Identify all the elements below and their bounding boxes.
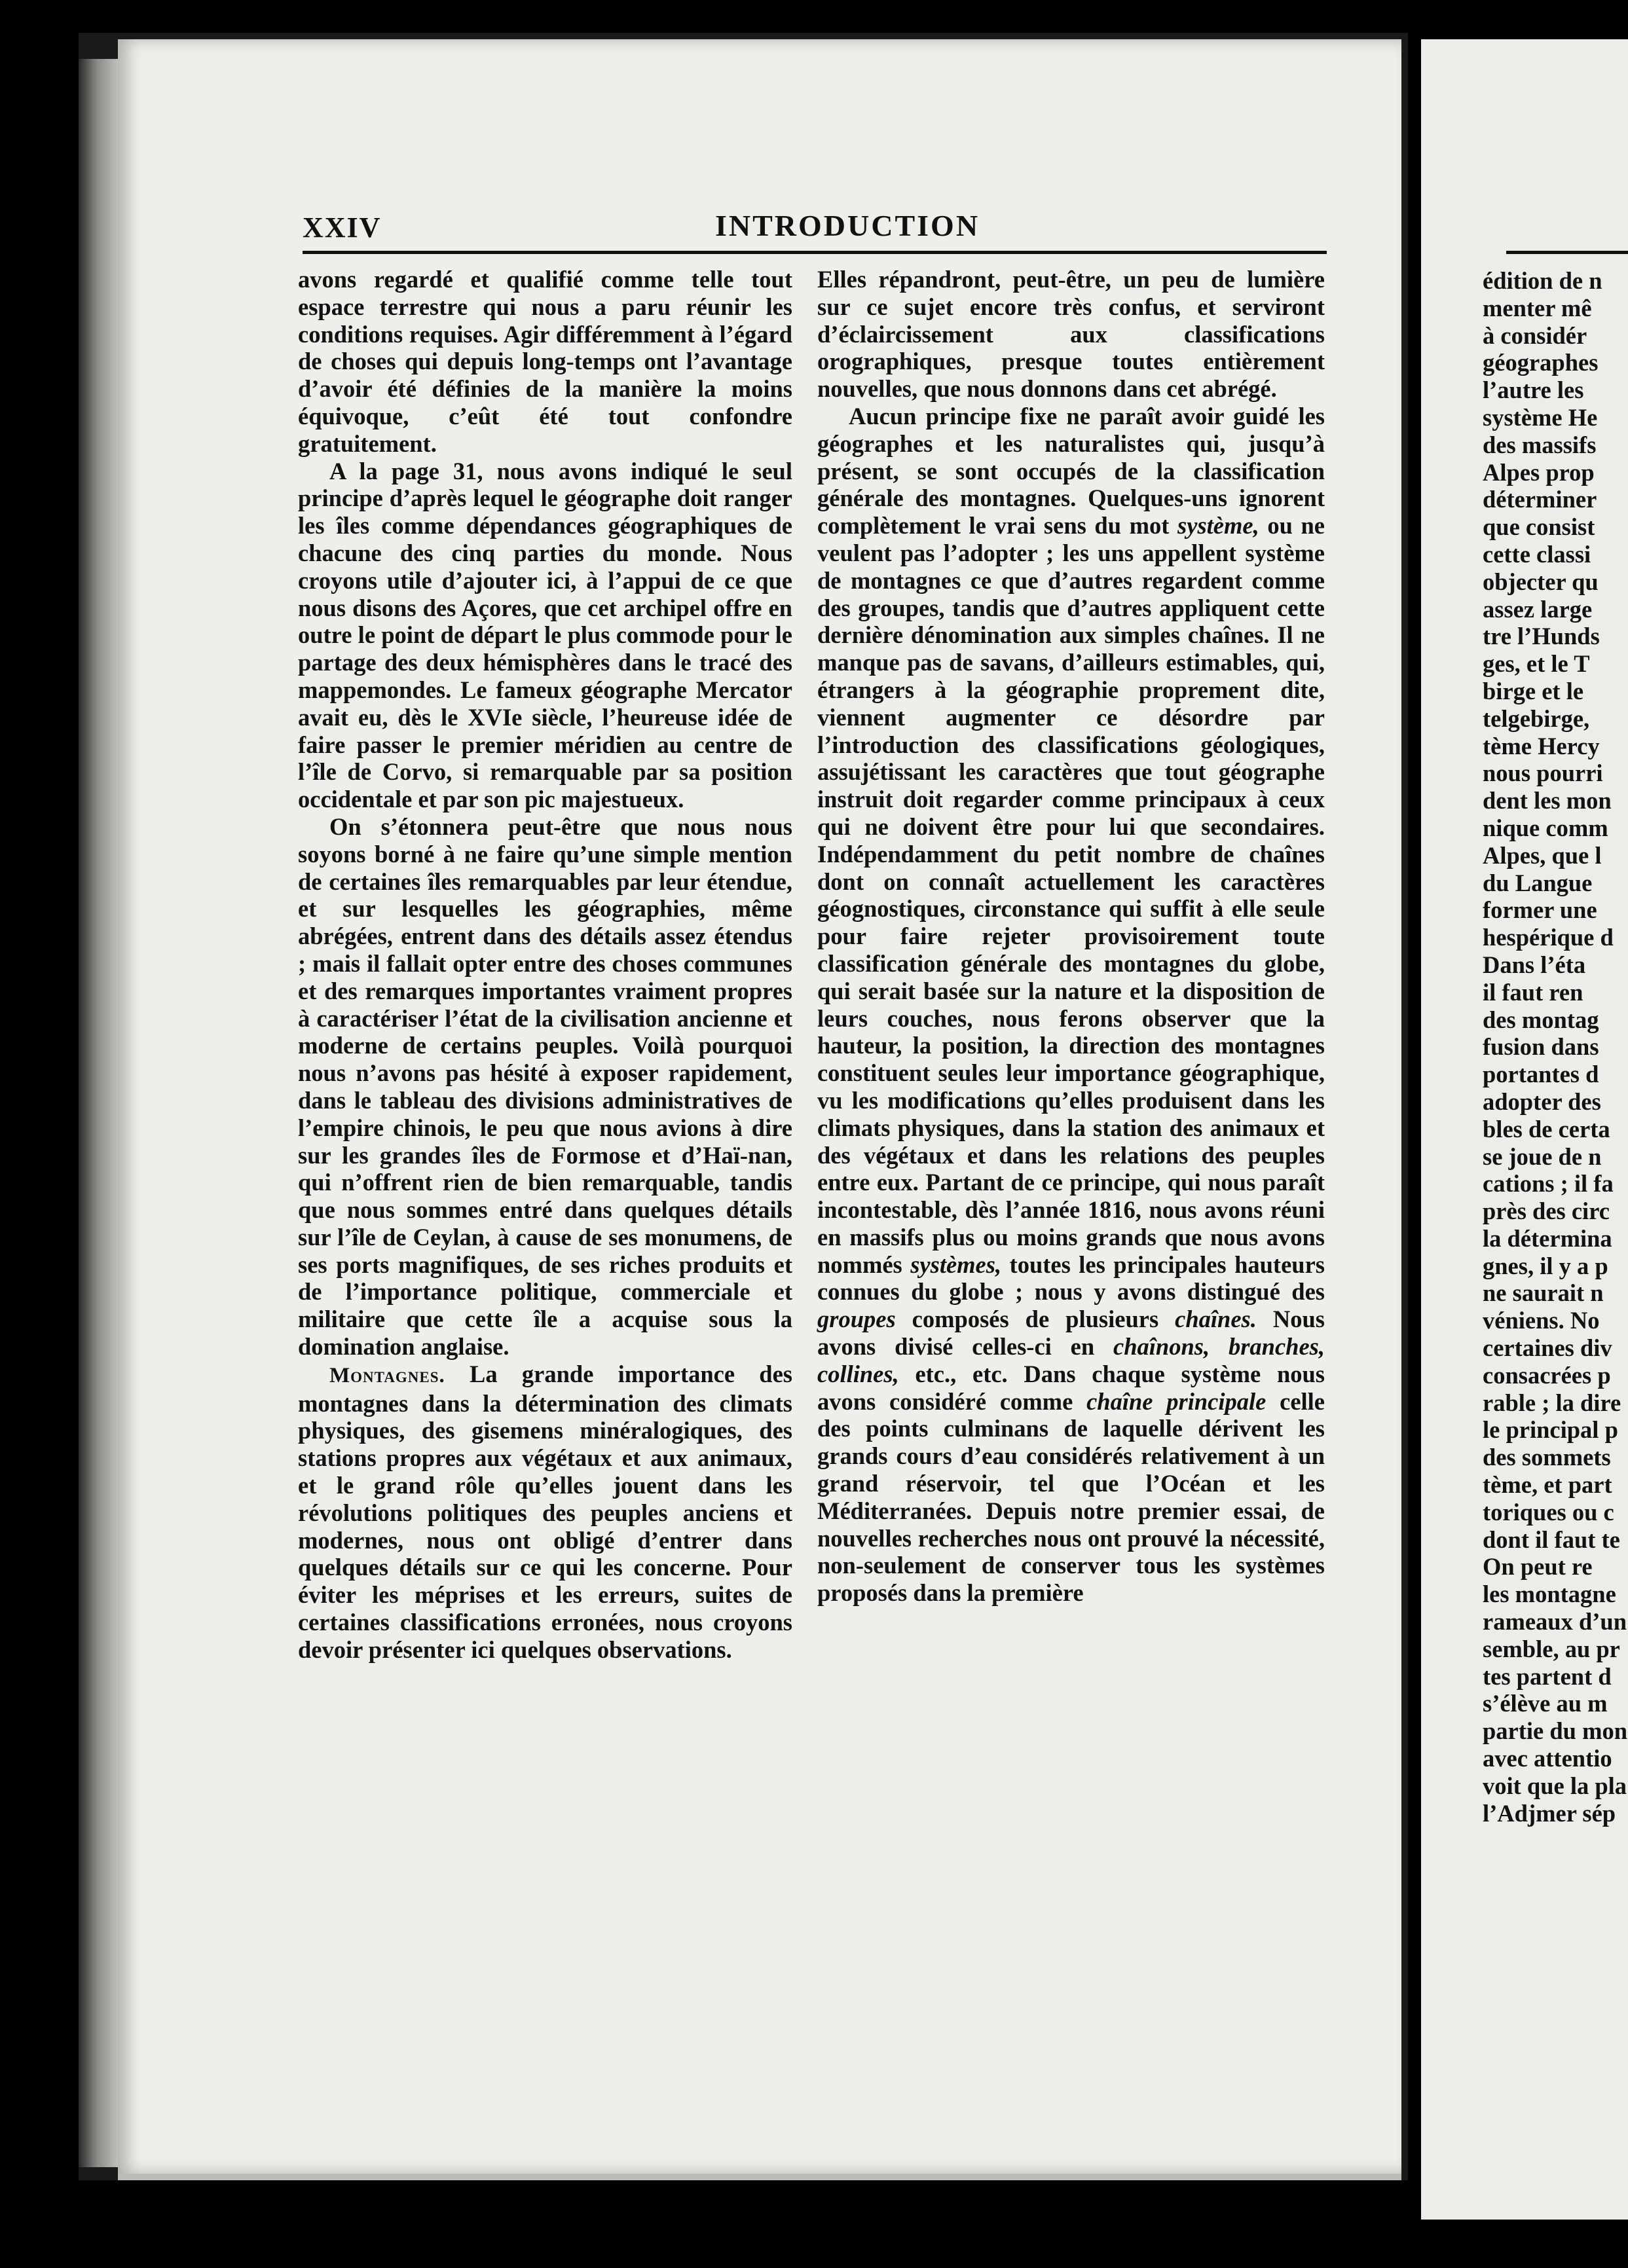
italic-term: chaîne principale (1086, 1387, 1267, 1415)
facing-line: des montag (1483, 1006, 1599, 1033)
facing-line: rable ; la dire (1483, 1389, 1621, 1416)
text-run: etc., etc. Dans chaque système nous avons considéré comme (817, 1360, 1325, 1415)
facing-line: objecter qu (1483, 568, 1599, 595)
facing-line: du Langue (1483, 869, 1593, 896)
facing-line: l’Adjmer sép (1483, 1799, 1616, 1827)
facing-line: nique comm (1483, 814, 1608, 841)
facing-line: bles de certa (1483, 1115, 1610, 1143)
facing-line: tème Hercy (1483, 732, 1600, 759)
facing-header-rule (1506, 251, 1628, 254)
facing-line: voit que la pla (1483, 1772, 1627, 1799)
facing-line: consacrées p (1483, 1361, 1611, 1389)
facing-page-column (1483, 267, 1628, 1827)
facing-line: assez large (1483, 595, 1593, 623)
facing-line: portantes d (1483, 1061, 1599, 1088)
facing-line: dent les mon (1483, 787, 1612, 814)
facing-line: certaines div (1483, 1334, 1612, 1362)
italic-term: groupes (817, 1306, 896, 1333)
paragraph-islands: A la page 31, nous avons indiqué le seul principe d’après lequel le géographe doit ranger les îles comme dépendances géographiques de chacune des cinq parties du monde. Nous croyons utile d’ajouter ici, à l’appui de ce que nous disons des Açores, que cet archipel offre en outre le point de départ le plus commode pour le partage des deux hémisphères dans le tracé des mappemondes. Le fameux géographe Mercator avait eu, dès le XVIe siècle, l’heureuse idée de faire passer le premier méridien au centre de l’île de Corvo, si remarquable par sa position occidentale et par son pic majestueux. (298, 457, 792, 813)
facing-line: former une (1483, 896, 1597, 924)
facing-line: des massifs (1483, 431, 1597, 458)
italic-term: systèmes, (910, 1251, 1002, 1278)
facing-line: toriques ou c (1483, 1498, 1614, 1526)
facing-line: à considér (1483, 321, 1587, 349)
facing-line: nous pourri (1483, 759, 1603, 787)
italic-term: chaînes. (1175, 1306, 1257, 1333)
left-column (298, 266, 792, 1664)
facing-line: l’autre les (1483, 376, 1584, 404)
text-run: Nous avons divisé celles-ci en (817, 1306, 1325, 1361)
facing-line: telgebirge, (1483, 704, 1590, 732)
facing-line: birge et le (1483, 677, 1584, 704)
paragraph-large-islands: On s’étonnera peut-être que nous nous soyons borné à ne faire qu’une simple mention de certaines îles remarquables par leur étendue, et sur lesquelles les géographies, même abrégées, entrent dans des détails assez étendus ; mais il fallait opter entre des choses communes et des remarques importantes vraiment propres à caractériser l’état de la civilisation ancienne et moderne de certains peuples. Voilà pourquoi nous n’avons pas hésité à exposer rapidement, dans le tableau des divisions administratives de l’empire chinois, le peu que nous avions à dire sur les grandes îles de Formose et d’Haï-nan, qui n’offrent rien de bien remarquable, tandis que nous sommes entré dans quelques détails sur l’île de Ceylan, à cause de ses monumens, de ses ports magnifiques, de ses riches produits et de l’importance politique, commerciale et militaire que cette île a acquise sous la domination anglaise. (298, 813, 792, 1361)
text-run: Aucun principe fixe ne paraît avoir guidé les géographes et les naturalistes qui, jusqu’à présent, se sont occupés de la classification générale des montagnes. Quelques-uns ignorent complètement le vrai sens du mot (817, 402, 1325, 540)
facing-line: cations ; il fa (1483, 1170, 1614, 1198)
paragraph-mountains (298, 1361, 792, 1664)
facing-line: Alpes, que l (1483, 841, 1602, 869)
facing-line: se joue de n (1483, 1143, 1602, 1170)
text-run: celle des points culminans de laquelle dérivent les grands cours d’eau considérés relativement à un grand réservoir, tel que l’Océan et les Méditerranées. Depuis notre premier essai, de nouvelles recherches nous ont prouvé la nécessité, non-seulement de conserver tous les systèmes proposés dans la première (817, 1387, 1325, 1607)
paragraph-principle (817, 403, 1325, 1607)
facing-line: semble, au pr (1483, 1635, 1620, 1662)
facing-line: Alpes prop (1483, 458, 1595, 486)
facing-line: gnes, il y a p (1483, 1252, 1608, 1279)
facing-line: avec attentio (1483, 1745, 1612, 1772)
text-run: ou ne veulent pas l’adopter ; les uns appellent système de montagnes ce que d’autres regardent comme des groupes, tandis que d’autres appliquent cette dernière dénomination aux simples chaînes. Il ne manque pas de savans, d’ailleurs estimables, qui, étrangers à la géographie proprement dite, viennent augmenter ce désordre par l’introduction des classifications géologiques, assujétissant les caractères que tout géographe instruit doit regarder comme principaux à ceux qui ne doivent être pour lui que secondaires. Indépendamment du petit nombre de chaînes dont on connaît actuellement les caractères géognostiques, circonstance qui suffit à elle seule pour faire rejeter provisoirement toute classification générale des montagnes du globe, qui serait basée sur la nature et la disposition de leurs couches, nous ferons observer que la hauteur, la position, la direction des montagnes constituent seules leur importance géographique, vu les modifications qu’elles produisent dans les climats physiques, dans la station des animaux et des végétaux et dans les relations des peuples entre eux. Partant de ce principe, qui nous paraît incontestable, dès l’année 1816, nous avons réuni en massifs plus ou moins grands que nous avons nommés (817, 512, 1325, 1278)
facing-line: près des circ (1483, 1198, 1610, 1225)
facing-line: la détermina (1483, 1224, 1612, 1252)
facing-line: géographes (1483, 349, 1599, 376)
page-number: XXIV (303, 211, 382, 244)
facing-line: hespérique d (1483, 924, 1614, 951)
facing-line: menter mê (1483, 294, 1592, 321)
text-run: composés de plusieurs (895, 1306, 1175, 1333)
facing-line: cette classi (1483, 540, 1591, 568)
facing-line: système He (1483, 403, 1598, 431)
facing-line: dont il faut te (1483, 1526, 1620, 1553)
facing-line: tème, et part (1483, 1471, 1612, 1499)
facing-line: des sommets (1483, 1444, 1611, 1471)
facing-line: On peut re (1483, 1553, 1593, 1581)
paragraph-continued: avons regardé et qualifié comme telle tout espace terrestre qui nous a paru réunir les conditions requises. Agir différemment à l’égard de choses qui depuis long-temps ont l’avantage d’avoir été définies de la manière la moins équivoque, c’eût été tout confondre gratuitement. (298, 266, 792, 457)
running-title: INTRODUCTION (715, 209, 980, 242)
facing-line: véniens. No (1483, 1307, 1600, 1334)
italic-term: chaînons, branches, collines, (817, 1333, 1325, 1387)
facing-line: tre l’Hunds (1483, 623, 1600, 650)
facing-line: partie du mon (1483, 1717, 1628, 1745)
facing-line: s’élève au m (1483, 1690, 1608, 1717)
facing-line: fusion dans (1483, 1033, 1599, 1061)
text-run: toutes les principales hauteurs connues du globe ; nous y avons distingué des (817, 1251, 1325, 1306)
facing-line: édition de n (1483, 267, 1602, 294)
facing-line: rameaux d’un (1483, 1608, 1627, 1636)
header-rule (303, 251, 1327, 254)
facing-line: déterminer (1483, 486, 1597, 513)
facing-line: le principal p (1483, 1416, 1618, 1444)
facing-line: il faut ren (1483, 978, 1583, 1006)
facing-line: tes partent d (1483, 1662, 1612, 1690)
right-column (817, 266, 1325, 1607)
paragraph-mountains-text: La grande importance des montagnes dans la détermination des climats physiques, des gisemens minéralogiques, des stations propres aux végétaux et aux animaux, et le grand rôle qu’elles jouent dans les révolutions politiques des peuples anciens et modernes, nous ont obligé d’entrer dans quelques détails sur ce qui les concerne. Pour éviter les méprises et les erreurs, suites de certaines classifications erronées, nous croyons devoir présenter ici quelques observations. (298, 1360, 793, 1663)
facing-line: que consist (1483, 513, 1595, 541)
facing-line: ne saurait n (1483, 1279, 1604, 1307)
facing-line: Dans l’éta (1483, 951, 1586, 978)
paragraph-continued: Elles répandront, peut-être, un peu de lumière sur ce sujet encore très confus, et serviront d’éclaircissement aux classifications orographiques, presque toutes entièrement nouvelles, que nous donnons dans cet abrégé. (817, 266, 1325, 403)
facing-line: adopter des (1483, 1088, 1601, 1115)
facing-line: ges, et le T (1483, 650, 1590, 678)
facing-line: les montagne (1483, 1581, 1616, 1608)
section-heading-montagnes: Montagnes. (329, 1363, 445, 1387)
italic-term: système, (1177, 512, 1259, 540)
